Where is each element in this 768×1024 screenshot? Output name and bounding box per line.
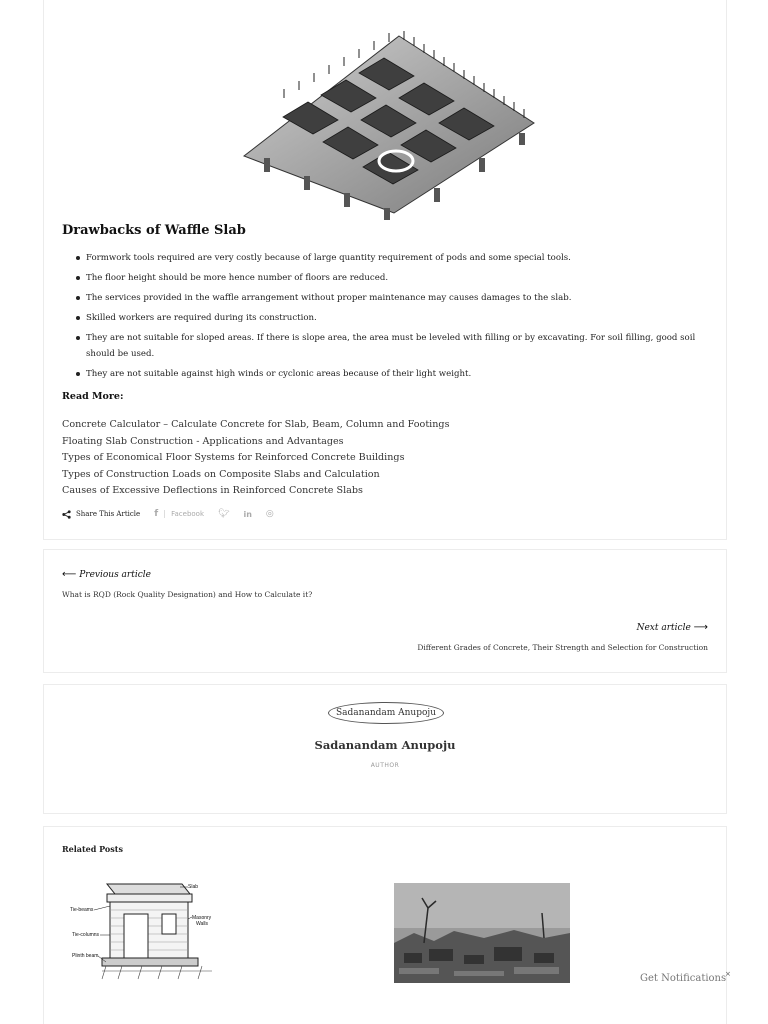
related-post-thumbnail[interactable] — [62, 879, 238, 984]
read-more-link[interactable]: Causes of Excessive Deflections in Reinforced Concrete Slabs — [62, 485, 363, 497]
article-card — [43, 0, 727, 540]
close-icon[interactable]: × — [725, 970, 731, 978]
diagram-label: Slab — [188, 884, 199, 890]
facebook-label: Facebook — [171, 510, 205, 518]
previous-article-title[interactable]: What is RQD (Rock Quality Designation) and How to Calculate it? — [62, 590, 313, 599]
previous-article-label: Previous article — [79, 569, 151, 580]
read-more-link[interactable]: Types of Construction Loads on Composite Slabs and Calculation — [62, 468, 380, 480]
list-item: The services provided in the waffle arrangement without proper maintenance may causes damages to the slab. — [62, 290, 712, 306]
author-role: AUTHOR — [370, 762, 400, 769]
read-more-heading: Read More: — [62, 391, 124, 402]
list-item: They are not suitable for sloped areas. If there is slope area, the area must be leveled with filling or by excavating. For soil filling, good soil should be used. — [62, 330, 712, 362]
diagram-label: Plinth beam — [72, 953, 99, 959]
facebook-icon: f — [154, 509, 159, 519]
list-item: Formwork tools required are very costly because of large quantity requirement of pods and some special tools. — [62, 250, 712, 266]
read-more-link[interactable]: Concrete Calculator – Calculate Concrete for Slab, Beam, Column and Footings — [62, 419, 450, 430]
related-post-thumbnail[interactable] — [394, 883, 570, 983]
whatsapp-icon[interactable]: ◎ — [265, 509, 274, 519]
related-posts-title: Related Posts — [62, 844, 123, 854]
author-box — [43, 684, 727, 814]
author-name[interactable]: Sadanandam Anupoju — [314, 738, 456, 752]
drawbacks-list — [62, 250, 712, 386]
next-article-title[interactable]: Different Grades of Concrete, Their Strength and Selection for Construction — [417, 643, 708, 652]
post-navigation — [43, 549, 727, 673]
diagram-label: Tie-beams — [70, 907, 94, 913]
diagram-label: Masonry — [192, 915, 212, 921]
share-icon — [62, 510, 71, 519]
read-more-link[interactable]: Floating Slab Construction - Applications and Advantages — [62, 435, 344, 447]
share-label: Share This Article — [76, 510, 141, 518]
divider — [164, 510, 165, 518]
share-bar — [62, 509, 288, 519]
read-more-links — [62, 417, 450, 500]
arrow-left-icon: ⟵ — [62, 569, 77, 580]
read-more-link[interactable]: Types of Economical Floor Systems for Reinforced Concrete Buildings — [62, 452, 405, 464]
related-posts — [43, 826, 727, 1024]
linkedin-icon[interactable]: in — [243, 509, 252, 519]
section-heading: Drawbacks of Waffle Slab — [62, 223, 246, 238]
diagram-label: Tie-columns — [72, 932, 100, 938]
arrow-right-icon: ⟶ — [693, 622, 708, 633]
diagram-label: Walls — [196, 921, 209, 927]
get-notifications-button[interactable]: Get Notifications — [640, 973, 727, 984]
waffle-slab-image — [234, 28, 554, 223]
facebook-share-button[interactable] — [154, 509, 204, 519]
list-item: They are not suitable against high winds or cyclonic areas because of their light weight. — [62, 366, 712, 382]
previous-article-link[interactable] — [62, 569, 151, 580]
next-article-link[interactable] — [637, 622, 708, 633]
twitter-icon[interactable]: 🐦︎ — [218, 509, 230, 519]
list-item: Skilled workers are required during its construction. — [62, 310, 712, 326]
avatar[interactable]: Sadanandam Anupoju — [328, 702, 444, 724]
list-item: The floor height should be more hence number of floors are reduced. — [62, 270, 712, 286]
next-article-label: Next article — [636, 622, 691, 633]
